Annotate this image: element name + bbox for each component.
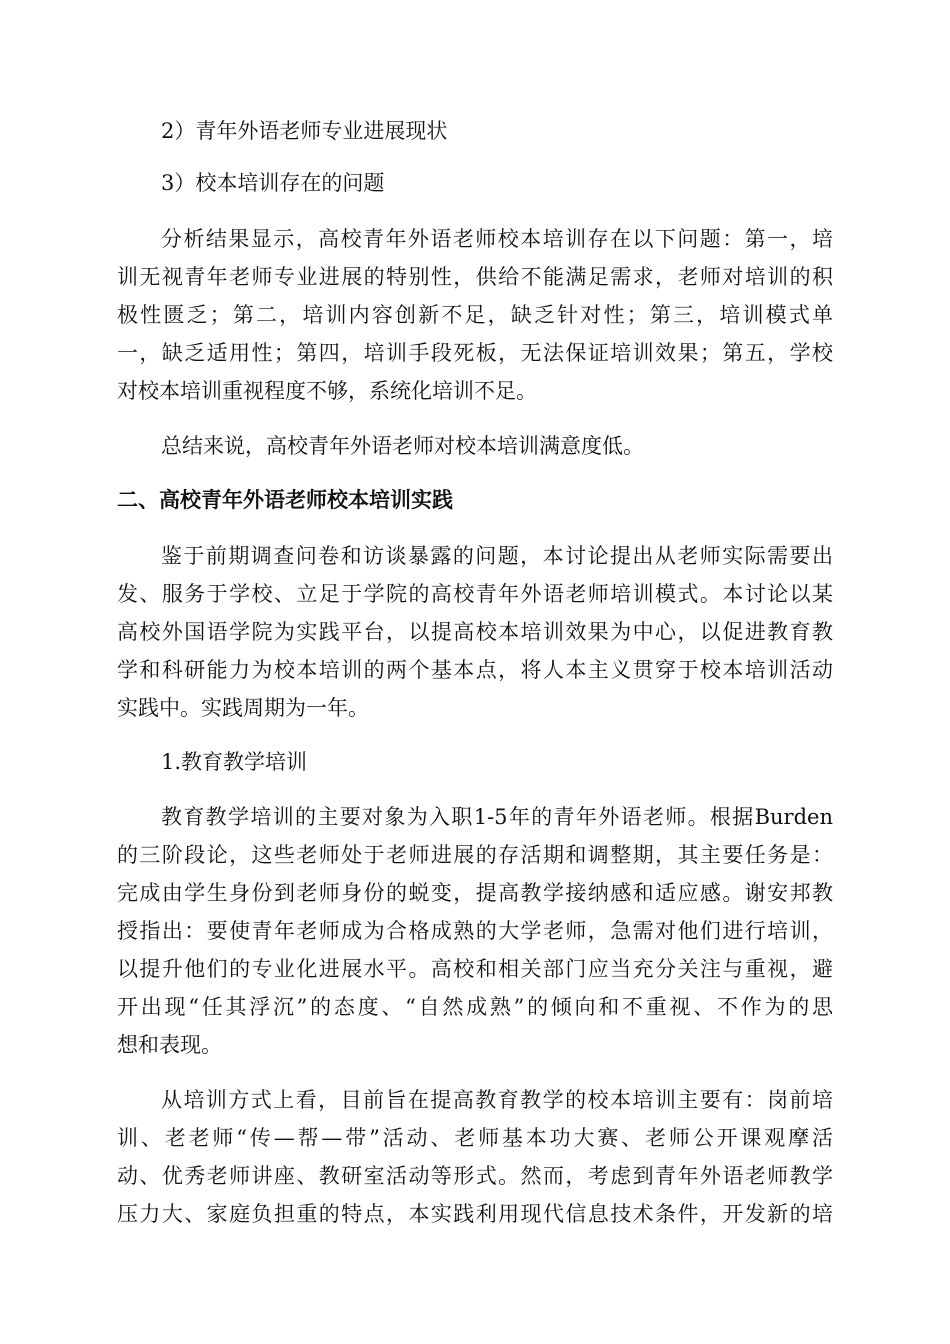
paragraph-line: 训无视青年老师专业进展的特别性，供给不能满足需求，老师对培训的积 xyxy=(117,265,833,289)
section-heading: 二、高校青年外语老师校本培训实践 xyxy=(117,488,453,512)
paragraph-line: 动、优秀老师讲座、教研室活动等形式。然而，考虑到青年外语老师教学 xyxy=(117,1164,833,1188)
paragraph-line: 从培训方式上看，目前旨在提高教育教学的校本培训主要有：岗前培 xyxy=(161,1088,833,1112)
paragraph-line: 开出现“任其浮沉”的态度、“自然成熟”的倾向和不重视、不作为的思 xyxy=(117,995,833,1019)
paragraph-line: 发、服务于学校、立足于学院的高校青年外语老师培训模式。本讨论以某 xyxy=(117,582,833,606)
subsection-title: 1.教育教学培训 xyxy=(161,750,308,774)
paragraph-line: 学和科研能力为校本培训的两个基本点，将人本主义贯穿于校本培训活动 xyxy=(117,658,833,682)
paragraph-line: 训、老老师“传—帮—带”活动、老师基本功大赛、老师公开课观摩活 xyxy=(117,1126,833,1150)
paragraph-line: 授指出：要使青年老师成为合格成熟的大学老师，急需对他们进行培训， xyxy=(117,919,833,943)
paragraph-line: 教育教学培训的主要对象为入职1-5年的青年外语老师。根据Burden xyxy=(161,805,833,829)
paragraph-line: 高校外国语学院为实践平台，以提高校本培训效果为中心，以促进教育教 xyxy=(117,620,833,644)
list-item-2: 2）青年外语老师专业进展现状 xyxy=(161,119,448,143)
paragraph-summary: 总结来说，高校青年外语老师对校本培训满意度低。 xyxy=(161,434,644,458)
paragraph-line: 一，缺乏适用性；第四，培训手段死板，无法保证培训效果；第五，学校 xyxy=(117,341,833,365)
paragraph-line: 鉴于前期调查问卷和访谈暴露的问题，本讨论提出从老师实际需要出 xyxy=(161,544,833,568)
paragraph-line: 实践中。实践周期为一年。 xyxy=(117,696,369,720)
list-item-3: 3）校本培训存在的问题 xyxy=(161,171,385,195)
paragraph-line: 完成由学生身份到老师身份的蜕变，提高教学接纳感和适应感。谢安邦教 xyxy=(117,881,833,905)
paragraph-line: 想和表现。 xyxy=(117,1033,222,1057)
paragraph-line: 极性匮乏；第二，培训内容创新不足，缺乏针对性；第三，培训模式单 xyxy=(117,303,833,327)
paragraph-line: 压力大、家庭负担重的特点，本实践利用现代信息技术条件，开发新的培 xyxy=(117,1202,833,1226)
paragraph-line: 分析结果显示，高校青年外语老师校本培训存在以下问题：第一，培 xyxy=(161,227,833,251)
paragraph-line: 以提升他们的专业化进展水平。高校和相关部门应当充分关注与重视，避 xyxy=(117,957,833,981)
paragraph-line: 的三阶段论，这些老师处于老师进展的存活期和调整期，其主要任务是： xyxy=(117,843,833,867)
paragraph-line: 对校本培训重视程度不够，系统化培训不足。 xyxy=(117,379,537,403)
